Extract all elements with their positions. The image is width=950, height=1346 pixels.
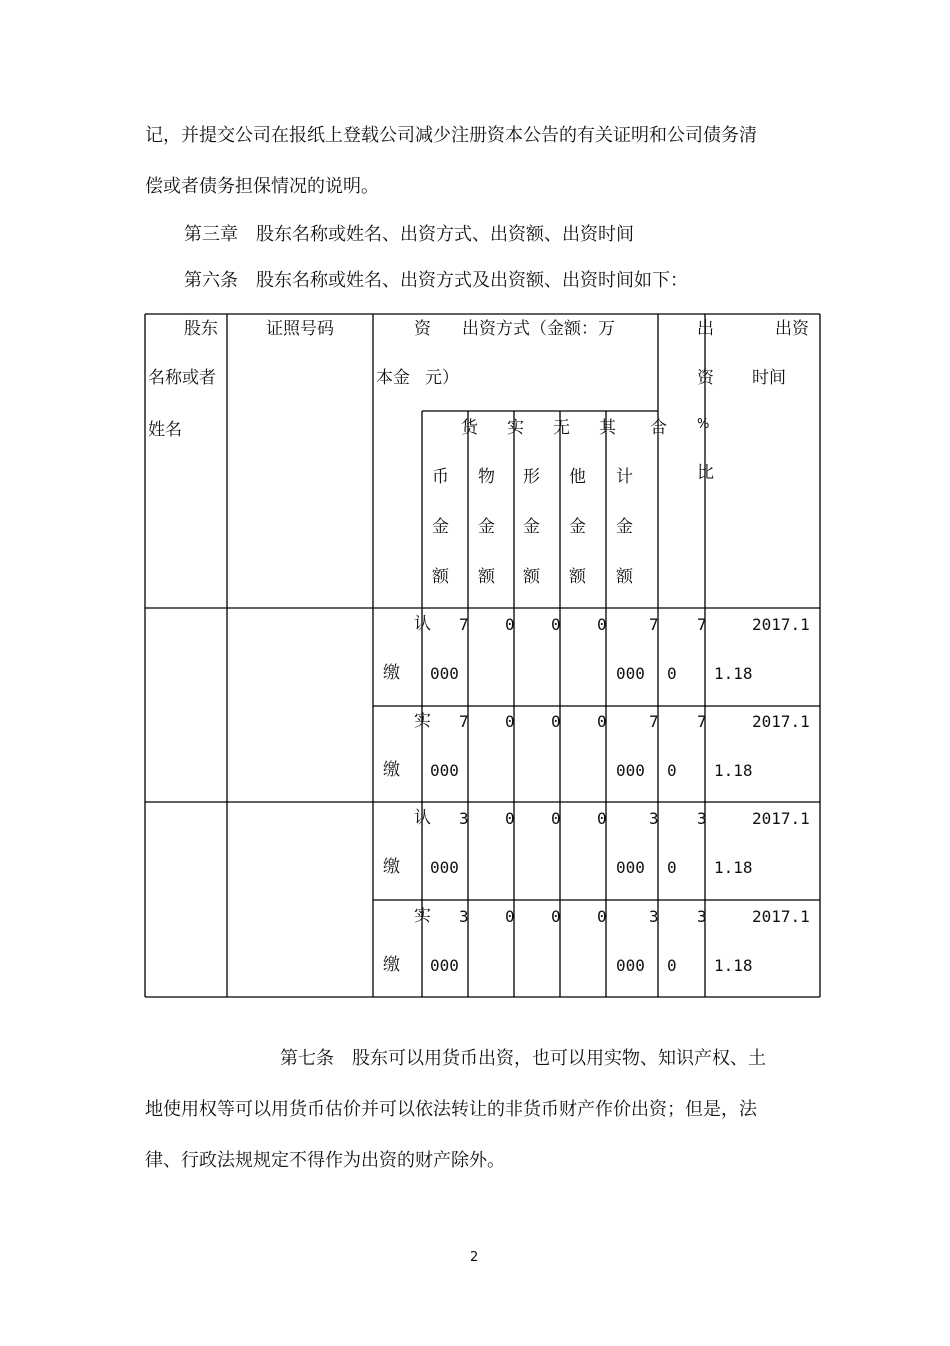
header-capital-1: 资: [414, 319, 431, 339]
row3-type-2: 缴: [383, 857, 400, 877]
subheader-currency-2: 币: [432, 467, 449, 487]
row1-physical: 0: [505, 615, 515, 634]
row1-ratio-1: 7: [697, 615, 707, 634]
subheader-total-2: 计: [616, 467, 633, 487]
para-1-line-2: 偿或者债务担保情况的说明。: [145, 176, 379, 197]
row4-type-1: 实: [414, 906, 431, 926]
header-method-2: 元）: [425, 368, 459, 388]
header-time-2: 时间: [752, 368, 786, 388]
row4-intangible: 0: [551, 907, 561, 926]
row4-time-2: 1.18: [714, 956, 753, 975]
row2-time-2: 1.18: [714, 761, 753, 780]
row2-ratio-1: 7: [697, 712, 707, 731]
row3-ratio-1: 3: [697, 809, 707, 828]
row3-currency-1: 3: [459, 809, 469, 828]
subheader-physical-1: 实: [507, 418, 524, 438]
page-number: 2: [470, 1250, 479, 1265]
row2-intangible: 0: [551, 712, 561, 731]
subheader-other-3: 金: [569, 517, 586, 537]
row3-intangible: 0: [551, 809, 561, 828]
row2-time-1: 2017.1: [752, 712, 810, 731]
header-capital-2: 本金: [376, 368, 410, 388]
row1-type-2: 缴: [383, 663, 400, 683]
header-method-1: 出资方式（金额：万: [462, 319, 615, 339]
row4-physical: 0: [505, 907, 515, 926]
article-7-line-3: 律、行政法规规定不得作为出资的财产除外。: [145, 1150, 505, 1171]
subheader-currency-1: 货: [461, 418, 478, 438]
row1-currency-1: 7: [459, 615, 469, 634]
row3-physical: 0: [505, 809, 515, 828]
subheader-total-3: 金: [616, 517, 633, 537]
row2-currency-2: 000: [430, 761, 459, 780]
header-ratio-3: %: [697, 417, 710, 432]
subheader-intangible-4: 额: [523, 567, 540, 587]
row1-type-1: 认: [414, 614, 431, 634]
row3-ratio-2: 0: [667, 858, 677, 877]
subheader-intangible-1: 无: [553, 418, 570, 438]
row3-type-1: 认: [414, 808, 431, 828]
row3-total-1: 3: [649, 809, 659, 828]
row1-ratio-2: 0: [667, 664, 677, 683]
row1-total-1: 7: [649, 615, 659, 634]
row2-type-2: 缴: [383, 760, 400, 780]
row2-ratio-2: 0: [667, 761, 677, 780]
row3-total-2: 000: [616, 858, 645, 877]
row1-total-2: 000: [616, 664, 645, 683]
subheader-currency-3: 金: [432, 517, 449, 537]
row3-currency-2: 000: [430, 858, 459, 877]
row4-ratio-1: 3: [697, 907, 707, 926]
row4-other: 0: [597, 907, 607, 926]
subheader-other-4: 额: [569, 567, 586, 587]
row2-type-1: 实: [414, 711, 431, 731]
para-1-line-1: 记，并提交公司在报纸上登载公司减少注册资本公告的有关证明和公司债务清: [145, 125, 757, 146]
header-ratio-1: 出: [697, 319, 714, 339]
row3-time-2: 1.18: [714, 858, 753, 877]
row2-total-1: 7: [649, 712, 659, 731]
row4-total-1: 3: [649, 907, 659, 926]
row1-intangible: 0: [551, 615, 561, 634]
row4-total-2: 000: [616, 956, 645, 975]
subheader-total-1: 合: [650, 418, 667, 438]
row4-currency-2: 000: [430, 956, 459, 975]
row4-time-1: 2017.1: [752, 907, 810, 926]
subheader-intangible-2: 形: [523, 467, 540, 487]
subheader-total-4: 额: [616, 567, 633, 587]
row2-physical: 0: [505, 712, 515, 731]
row2-total-2: 000: [616, 761, 645, 780]
subheader-physical-3: 金: [478, 517, 495, 537]
header-ratio-4: 比: [697, 463, 714, 483]
row1-time-2: 1.18: [714, 664, 753, 683]
row1-currency-2: 000: [430, 664, 459, 683]
subheader-physical-4: 额: [478, 567, 495, 587]
header-shareholder-2: 名称或者: [148, 368, 216, 388]
article-6-text: 第六条 股东名称或姓名、出资方式及出资额、出资时间如下：: [184, 270, 688, 291]
row4-currency-1: 3: [459, 907, 469, 926]
row1-other: 0: [597, 615, 607, 634]
row2-other: 0: [597, 712, 607, 731]
subheader-intangible-3: 金: [523, 517, 540, 537]
row1-time-1: 2017.1: [752, 615, 810, 634]
article-7-line-2: 地使用权等可以用货币估价并可以依法转让的非货币财产作价出资；但是，法: [145, 1099, 757, 1120]
row4-ratio-2: 0: [667, 956, 677, 975]
row3-other: 0: [597, 809, 607, 828]
subheader-currency-4: 额: [432, 567, 449, 587]
header-time-1: 出资: [775, 319, 809, 339]
header-shareholder-3: 姓名: [148, 420, 182, 440]
chapter-3-heading: 第三章 股东名称或姓名、出资方式、出资额、出资时间: [184, 224, 634, 245]
subheader-other-1: 其: [599, 418, 616, 438]
subheader-other-2: 他: [569, 467, 586, 487]
row2-currency-1: 7: [459, 712, 469, 731]
row3-time-1: 2017.1: [752, 809, 810, 828]
header-license-number: 证照号码: [266, 319, 334, 339]
header-ratio-2: 资: [697, 368, 714, 388]
header-shareholder-1: 股东: [184, 319, 218, 339]
article-7-line-1: 第七条 股东可以用货币出资，也可以用实物、知识产权、土: [280, 1048, 766, 1069]
subheader-physical-2: 物: [478, 467, 495, 487]
row4-type-2: 缴: [383, 955, 400, 975]
